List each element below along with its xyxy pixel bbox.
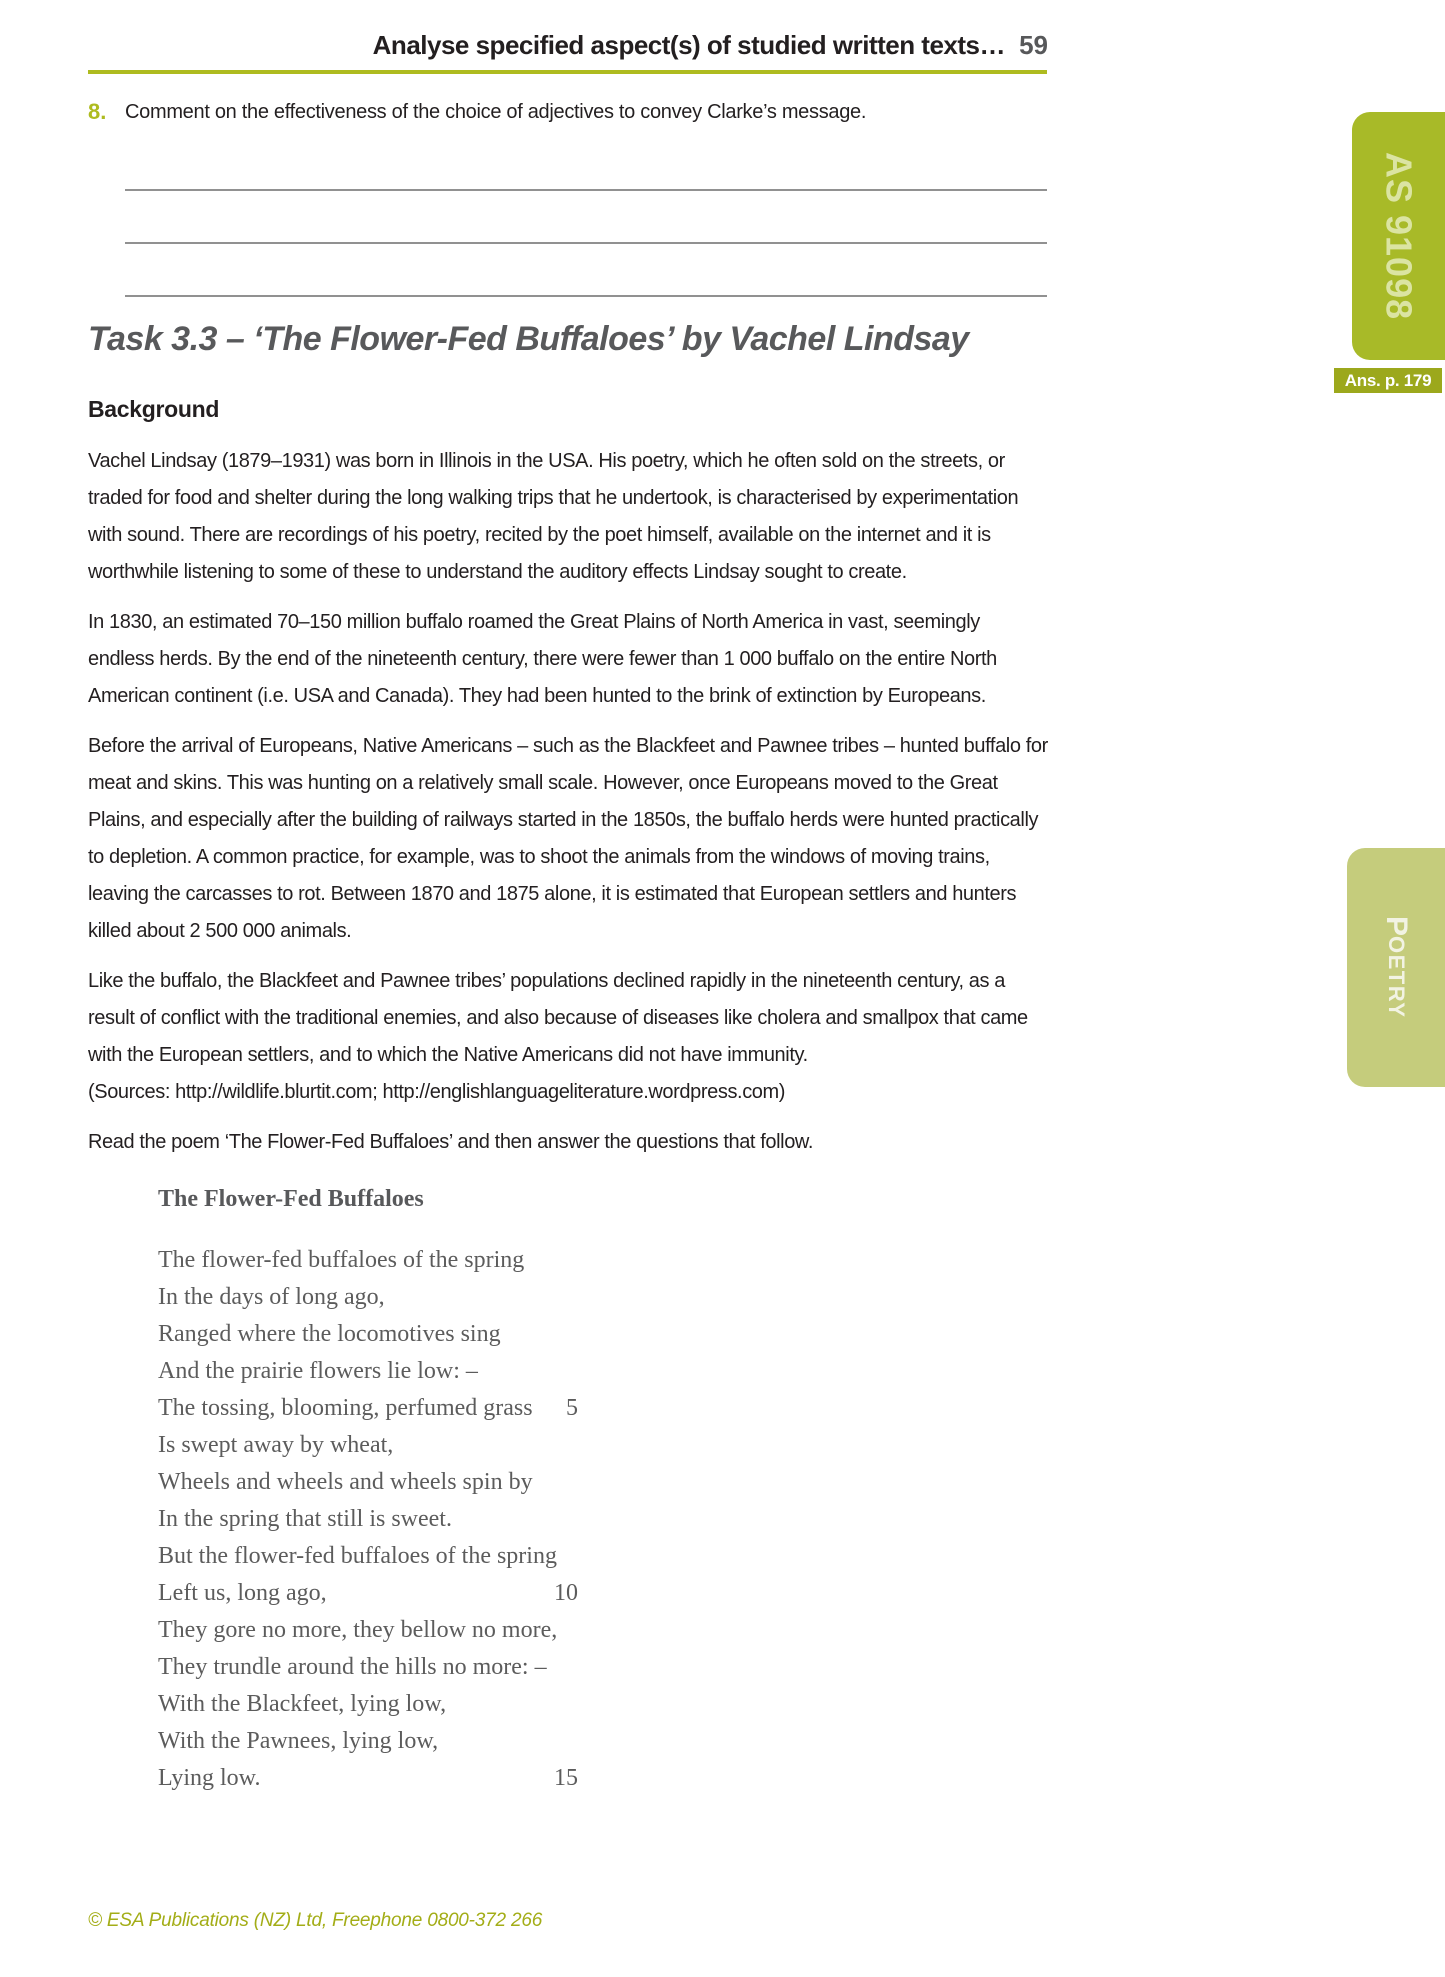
poem-line bbox=[158, 1760, 1048, 1797]
answer-line bbox=[125, 242, 1047, 244]
background-paragraph: Vachel Lindsay (1879–1931) was born in Illinois in the USA. His poetry, which he often sold on the streets, or traded for food and shelter during the long walking trips that he undertook, is characterised by experimentation with sound. There are recordings of his poetry, recited by the poet himself, available on the internet and it is worthwhile listening to some of these to understand the auditory effects Lindsay sought to create. bbox=[88, 450, 1019, 583]
poem-line bbox=[158, 1575, 1048, 1612]
poem-line bbox=[158, 1686, 1048, 1723]
poem-line bbox=[158, 1427, 1048, 1464]
poem-line-text: And the prairie flowers lie low: – bbox=[158, 1358, 478, 1384]
poem-line-text: Left us, long ago, bbox=[158, 1580, 327, 1606]
question-text: Comment on the effectiveness of the choice of adjectives to convey Clarke’s message. bbox=[125, 101, 867, 123]
standard-tab-label: AS 91098 bbox=[1378, 151, 1420, 321]
question-number: 8. bbox=[88, 99, 107, 124]
poem-line-text: They trundle around the hills no more: – bbox=[158, 1654, 547, 1680]
poem-line-text: Is swept away by wheat, bbox=[158, 1432, 394, 1458]
background-paragraph: In 1830, an estimated 70–150 million buffalo roamed the Great Plains of North America in vast, seemingly endless herds. By the end of the nineteenth century, there were fewer than 1 000 buffalo on the entire North American continent (i.e. USA and Canada). They had been hunted to the brink of extinction by Europeans. bbox=[88, 611, 997, 707]
poem-line bbox=[158, 1353, 1048, 1390]
standard-tab-as91098 bbox=[1352, 112, 1445, 360]
poem-line-text: They gore no more, they bellow no more, bbox=[158, 1617, 558, 1643]
background-paragraph: Like the buffalo, the Blackfeet and Pawnee tribes’ populations declined rapidly in the nineteenth century, as a result of conflict with the traditional enemies, and also because of diseases like cholera and smallpox that came with the European settlers, and to which the Native Americans did not have immunity. bbox=[88, 970, 1028, 1066]
poem-lines bbox=[158, 1242, 1048, 1797]
background-paragraph: Before the arrival of Europeans, Native Americans – such as the Blackfeet and Pawnee tribes – hunted buffalo for meat and skins. This was hunting on a relatively small scale. However, once Europeans moved to the Great Plains, and especially after the building of railways started in the 1850s, the buffalo herds were hunted practically to depletion. A common practice, for example, was to shoot the animals from the windows of moving trains, leaving the carcasses to rot. Between 1870 and 1875 alone, it is estimated that European settlers and hunters killed about 2 500 000 animals. bbox=[88, 735, 1048, 942]
poem-line-number: 5 bbox=[566, 1395, 578, 1421]
section-tab-label bbox=[1379, 916, 1413, 1019]
poem-line-text: Ranged where the locomotives sing bbox=[158, 1321, 501, 1347]
poem-line bbox=[158, 1464, 1048, 1501]
poem-title: The Flower-Fed Buffaloes bbox=[158, 1186, 424, 1212]
section-tab-poetry bbox=[1347, 848, 1445, 1087]
poem-line-number: 10 bbox=[554, 1580, 578, 1606]
poem-line-text: With the Blackfeet, lying low, bbox=[158, 1691, 447, 1717]
sources-line: (Sources: http://wildlife.blurtit.com; http://englishlanguageliterature.wordpress.com) bbox=[88, 1081, 786, 1103]
poem-line-text: The flower-fed buffaloes of the spring bbox=[158, 1247, 525, 1273]
poem-line-text: In the spring that still is sweet. bbox=[158, 1506, 452, 1532]
page-header-title: Analyse specified aspect(s) of studied written texts… bbox=[372, 30, 1005, 60]
background-heading: Background bbox=[88, 396, 220, 422]
answer-line bbox=[125, 189, 1047, 191]
instruction-text: Read the poem ‘The Flower-Fed Buffaloes’ and then answer the questions that follow. bbox=[88, 1131, 814, 1153]
header-rule-divider bbox=[88, 70, 1047, 74]
section-tab-rest: OETRY bbox=[1384, 936, 1409, 1019]
poem-line bbox=[158, 1501, 1048, 1538]
poem-line-text: In the days of long ago, bbox=[158, 1284, 385, 1310]
poem-line bbox=[158, 1538, 1048, 1575]
poem-line-text: Wheels and wheels and wheels spin by bbox=[158, 1469, 533, 1495]
section-tab-initial: P bbox=[1380, 916, 1413, 937]
page-number: 59 bbox=[1019, 30, 1048, 60]
poem-line-number: 15 bbox=[554, 1765, 578, 1791]
answer-line bbox=[125, 295, 1047, 297]
answer-page-badge: Ans. p. 179 bbox=[1334, 368, 1442, 393]
poem-line-text: Lying low. bbox=[158, 1765, 261, 1791]
poem-line-text: But the flower-fed buffaloes of the spring bbox=[158, 1543, 557, 1569]
poem-line bbox=[158, 1612, 1048, 1649]
poem-line bbox=[158, 1649, 1048, 1686]
task-heading: Task 3.3 – ‘The Flower-Fed Buffaloes’ by Vachel Lindsay bbox=[88, 320, 969, 358]
poem-line bbox=[158, 1316, 1048, 1353]
poem-line bbox=[158, 1390, 1048, 1427]
poem-line bbox=[158, 1279, 1048, 1316]
footer-copyright: © ESA Publications (NZ) Ltd, Freephone 0800-372 266 bbox=[88, 1910, 543, 1931]
poem-line bbox=[158, 1242, 1048, 1279]
main-content bbox=[88, 443, 1048, 1797]
poem-block bbox=[158, 1181, 1048, 1797]
poem-line-text: The tossing, blooming, perfumed grass bbox=[158, 1395, 533, 1421]
poem-line bbox=[158, 1723, 1048, 1760]
poem-line-text: With the Pawnees, lying low, bbox=[158, 1728, 439, 1754]
